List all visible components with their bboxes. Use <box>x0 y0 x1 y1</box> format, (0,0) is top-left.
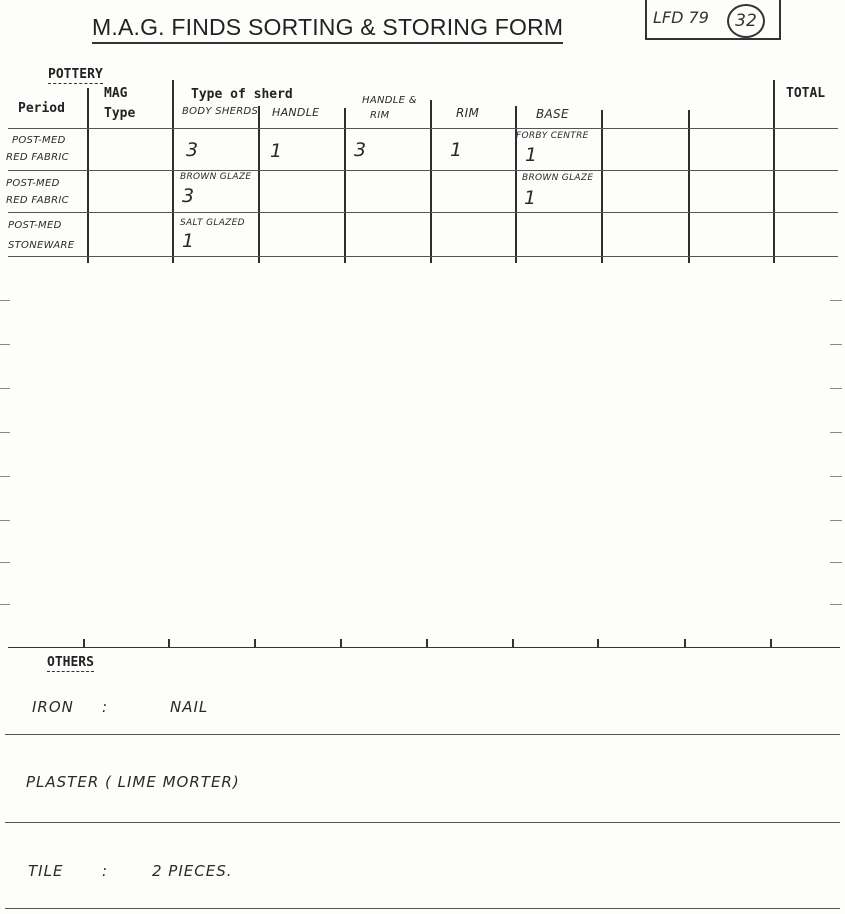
margin-tick <box>830 344 842 345</box>
row3-period-line1: POST-MED <box>8 220 62 231</box>
others-item1-name: IRON <box>32 698 74 716</box>
reference-number: 32 <box>727 4 765 38</box>
row3-period-line2: STONEWARE <box>8 240 75 251</box>
others-item1-separator: : <box>102 698 109 716</box>
grid-line-v6 <box>515 106 517 263</box>
margin-tick <box>830 388 842 389</box>
column-tick <box>597 639 599 647</box>
grid-line-h4 <box>8 256 838 257</box>
row2-base-count: 1 <box>524 187 537 209</box>
handle-rim-header-line1: HANDLE & <box>362 95 417 106</box>
grid-line-v4 <box>344 108 346 263</box>
column-tick <box>254 639 256 647</box>
margin-tick <box>0 520 10 521</box>
column-tick <box>426 639 428 647</box>
grid-line-v7 <box>601 110 603 263</box>
grid-line-v3 <box>258 106 260 263</box>
grid-line-h1 <box>8 128 838 129</box>
others-item2-name: PLASTER ( LIME MORTER) <box>26 773 240 791</box>
margin-tick <box>0 388 10 389</box>
others-item3-detail: 2 PIECES. <box>152 862 233 880</box>
form-title: M.A.G. FINDS SORTING & STORING FORM <box>92 14 563 44</box>
type-of-sherd-header: Type of sherd <box>191 87 293 102</box>
period-header: Period <box>18 101 65 116</box>
column-tick <box>83 639 85 647</box>
column-tick <box>512 639 514 647</box>
margin-tick <box>830 604 842 605</box>
margin-tick <box>830 562 842 563</box>
row1-period-line2: RED FABRIC <box>6 152 69 163</box>
pottery-section-title: POTTERY <box>48 67 103 82</box>
mag-header-line1: MAG <box>104 86 128 101</box>
margin-tick <box>830 520 842 521</box>
grid-line-v9 <box>773 80 775 263</box>
rim-header: RIM <box>456 106 480 120</box>
total-header: TOTAL <box>786 86 826 101</box>
others-line-1 <box>5 734 840 735</box>
row1-base-note: FORBY CENTRE <box>516 131 589 141</box>
margin-tick <box>0 432 10 433</box>
pottery-bottom-line <box>8 647 840 648</box>
row2-body-note: BROWN GLAZE <box>180 172 252 182</box>
reference-code: LFD 79 <box>653 8 709 27</box>
row2-body-count: 3 <box>182 185 195 207</box>
row1-body-count: 3 <box>186 139 199 161</box>
row2-period-line2: RED FABRIC <box>6 195 69 206</box>
grid-line-v8 <box>688 110 690 263</box>
column-tick <box>684 639 686 647</box>
handle-header: HANDLE <box>272 106 320 119</box>
body-sherds-header: BODY SHERDS <box>182 106 259 117</box>
others-line-2 <box>5 822 840 823</box>
others-section-title: OTHERS <box>47 655 94 670</box>
others-item3-name: TILE <box>28 862 64 880</box>
margin-tick <box>0 604 10 605</box>
column-tick <box>340 639 342 647</box>
grid-line-v1 <box>87 88 89 263</box>
base-header: BASE <box>536 107 569 121</box>
mag-header-line2: Type <box>104 106 136 121</box>
row2-base-note: BROWN GLAZE <box>522 173 594 183</box>
row3-body-note: SALT GLAZED <box>180 218 245 228</box>
others-item1-detail: NAIL <box>170 698 209 716</box>
row1-base-count: 1 <box>525 144 538 166</box>
others-line-3 <box>5 908 840 909</box>
row1-handle-count: 1 <box>270 140 283 162</box>
row1-period-line1: POST-MED <box>12 135 66 146</box>
grid-line-v2 <box>172 80 174 263</box>
margin-tick <box>0 562 10 563</box>
column-tick <box>168 639 170 647</box>
row1-rim-count: 1 <box>450 139 463 161</box>
margin-tick <box>0 344 10 345</box>
grid-line-h3 <box>8 212 838 213</box>
margin-tick <box>830 432 842 433</box>
row3-body-count: 1 <box>182 230 195 252</box>
row1-handle-rim-count: 3 <box>354 139 367 161</box>
column-tick <box>770 639 772 647</box>
margin-tick <box>830 300 842 301</box>
grid-line-h2 <box>8 170 838 171</box>
others-item3-separator: : <box>102 862 109 880</box>
margin-tick <box>0 300 10 301</box>
row2-period-line1: POST-MED <box>6 178 60 189</box>
margin-tick <box>0 476 10 477</box>
grid-line-v5 <box>430 100 432 263</box>
margin-tick <box>830 476 842 477</box>
handle-rim-header-line2: RIM <box>370 110 390 121</box>
